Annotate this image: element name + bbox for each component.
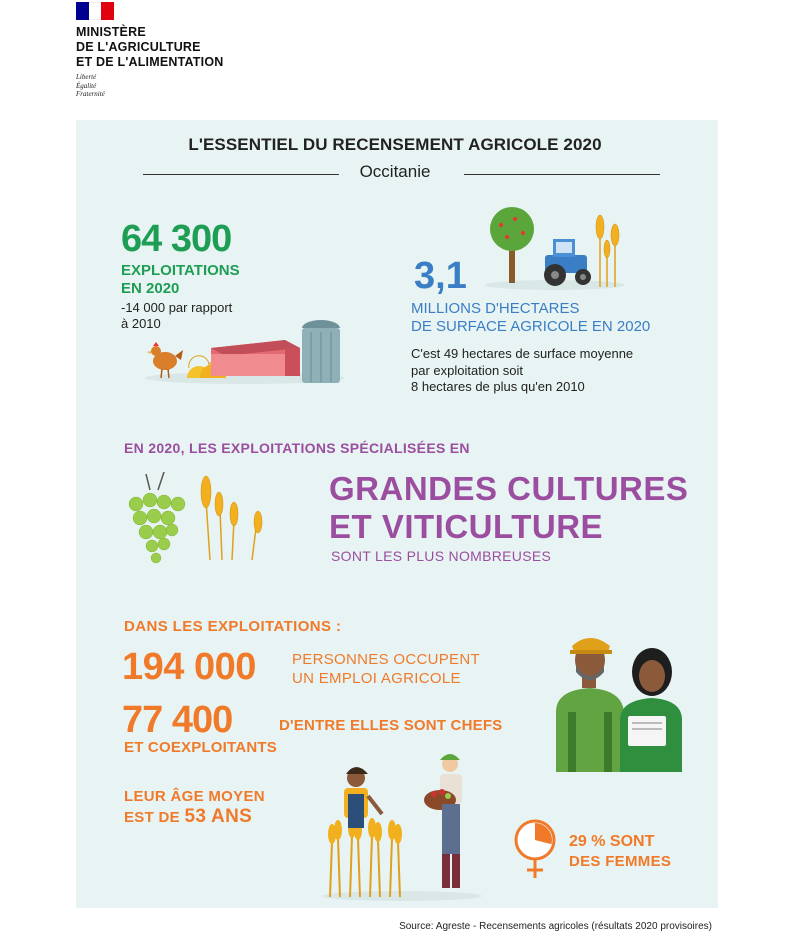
women-percent-suffix: SONT: [609, 833, 655, 850]
specialisation-intro: EN 2020, LES EXPLOITATIONS SPÉCIALISÉES EN: [124, 440, 470, 456]
specialisation-headline-line: ET VITICULTURE: [329, 508, 604, 545]
ministry-line: DE L'AGRICULTURE: [76, 40, 201, 54]
employment-heading: DANS LES EXPLOITATIONS :: [124, 618, 342, 635]
specialisation-sub: SONT LES PLUS NOMBREUSES: [331, 548, 552, 564]
farm-illustration: [145, 318, 350, 388]
farmer-woman-harvest-icon: [344, 767, 382, 828]
farmer-woman-icon: [620, 648, 682, 772]
exploitations-value: 64 300: [121, 218, 232, 260]
surface-detail-line: 8 hectares de plus qu'en 2010: [411, 379, 585, 394]
persons-label-line: PERSONNES OCCUPENT: [292, 651, 480, 668]
ministry-line: ET DE L'ALIMENTATION: [76, 55, 224, 69]
harvest-illustration: [322, 752, 482, 902]
women-percent-value: 29 %: [569, 833, 606, 850]
farmers-illustration: [548, 632, 683, 772]
infographic-title: L'ESSENTIEL DU RECENSEMENT AGRICOLE 2020: [188, 135, 602, 154]
women-label: DES FEMMES: [569, 853, 672, 870]
chicken-icon: [147, 342, 183, 378]
persons-value: 194 000: [122, 646, 256, 688]
exploitations-change-line: -14 000 par rapport: [121, 300, 233, 315]
republic-flag-logo: [76, 2, 114, 20]
age-prefix: EST DE: [124, 809, 180, 826]
wheat-field-icon: [330, 836, 400, 897]
motto-line: Fraternité: [76, 90, 105, 98]
surface-label: [411, 300, 650, 336]
age-label: LEUR ÂGE MOYEN: [124, 788, 265, 805]
surface-detail: [411, 346, 633, 396]
tractor-icon: [544, 239, 591, 286]
grapes-wheat-illustration: [126, 470, 276, 565]
surface-detail-line: par exploitation soit: [411, 362, 524, 378]
wheat-icon: [201, 476, 262, 560]
surface-label-line: MILLIONS D'HECTARES: [411, 300, 580, 317]
republic-motto: [76, 73, 105, 99]
age-value-line: [124, 806, 252, 828]
chefs-label-line: ET COEXPLOITANTS: [124, 739, 277, 756]
exploitations-change-line: à 2010: [121, 316, 161, 331]
exploitations-label-line: EXPLOITATIONS: [121, 262, 240, 279]
motto-line: Égalité: [76, 81, 97, 90]
silo-icon: [302, 320, 343, 383]
age-value: 53 ANS: [184, 806, 253, 827]
surface-value: 3,1: [414, 255, 467, 297]
women-share-pie: [512, 818, 558, 880]
barn-icon: [211, 340, 300, 376]
motto-line: Liberté: [76, 73, 97, 81]
women-percent: [569, 833, 654, 851]
specialisation-headline: [329, 470, 688, 546]
exploitations-label: [121, 262, 240, 298]
persons-label: [292, 650, 480, 688]
surface-detail-line: C'est 49 hectares de surface moyenne: [411, 346, 634, 361]
chefs-label-line: D'ENTRE ELLES SONT CHEFS: [279, 717, 503, 734]
chefs-value: 77 400: [122, 699, 233, 741]
surface-label-line: DE SURFACE AGRICOLE EN 2020: [411, 318, 651, 335]
ministry-line: MINISTÈRE: [76, 25, 146, 39]
exploitations-label-line: EN 2020: [121, 280, 180, 297]
source-note: Source: Agreste - Recensements agricoles (résultats 2020 provisoires): [399, 921, 712, 932]
tree-tractor-illustration: [485, 205, 625, 295]
specialisation-headline-line: GRANDES CULTURES: [329, 470, 689, 507]
ministry-name: [76, 25, 223, 70]
wheat-icon: [596, 215, 619, 287]
tree-icon: [490, 207, 534, 283]
farmer-basket-icon: [424, 754, 462, 888]
persons-label-line: UN EMPLOI AGRICOLE: [292, 670, 461, 687]
grapes-icon: [129, 472, 185, 563]
farmer-man-icon: [556, 638, 624, 772]
region-name: Occitanie: [359, 162, 431, 181]
